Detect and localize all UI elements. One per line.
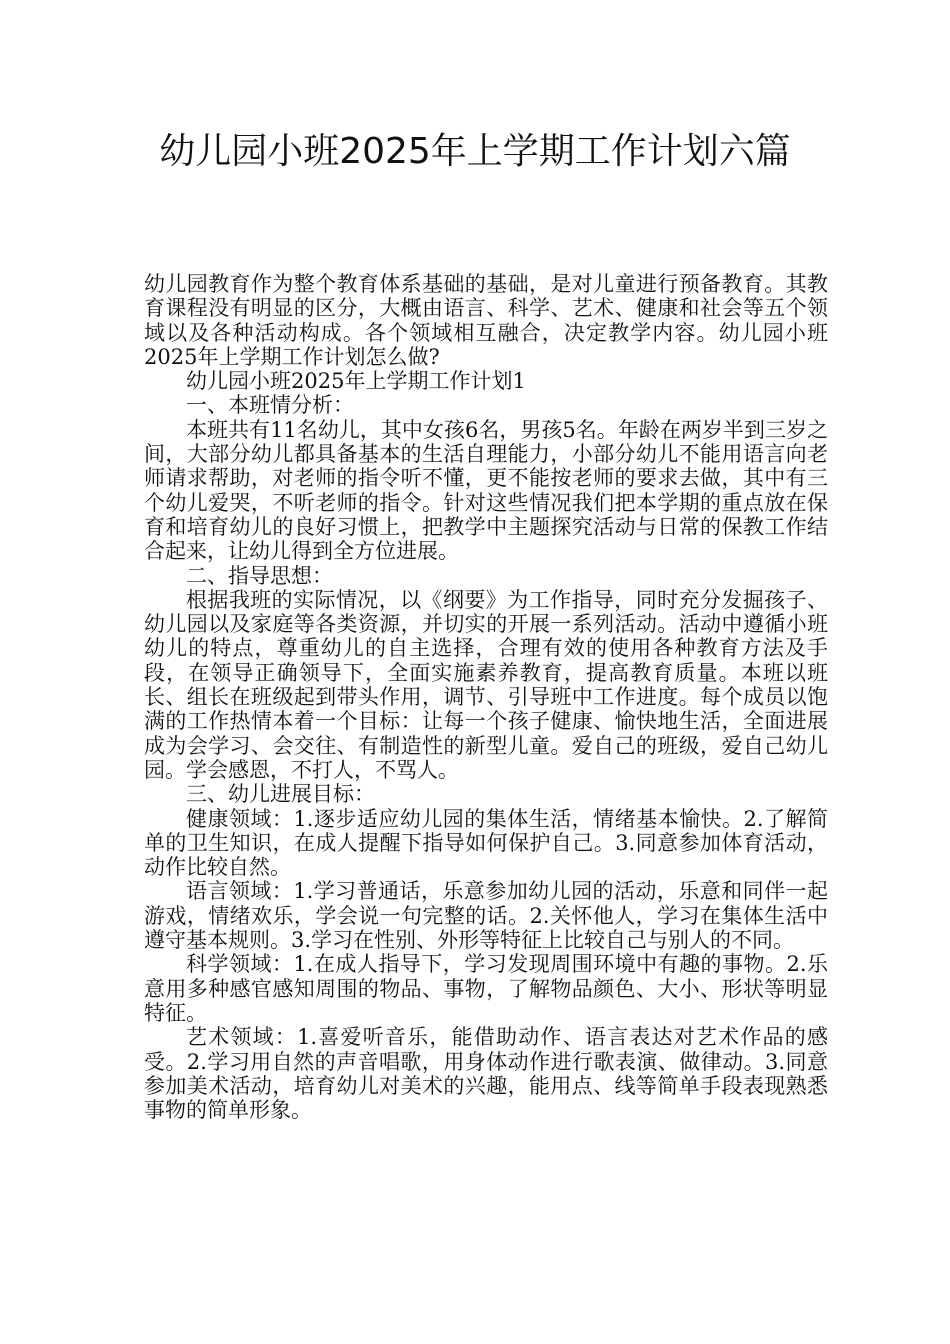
body-paragraph: 健康领域：1.逐步适应幼儿园的集体生活，情绪基本愉快。2.了解简单的卫生知识，在成人提醒下指导如何保护自己。3.同意参加体育活动，动作比较自然。 [144,806,828,880]
body-paragraph: 二、指导思想： [186,563,333,588]
body-paragraph: 根据我班的实际情况，以《纲要》为工作指导，同时充分发掘孩子、幼儿园以及家庭等各类资源，并切实的开展一系列活动。活动中遵循小班幼儿的特点，尊重幼儿的自主选择，合理有效的使用各种教育方法及手段，在领导正确领导下，全面实施素养教育，提高教育质量。本班以班长、组长在班级起到带头作用，调节、引导班中工作进度。每个成员以饱满的工作热情本着一个目标：让每一个孩子健康、愉快地生活，全面进展成为会学习、会交往、有制造性的新型儿童。爱自己的班级，爱自己幼儿园。学会感恩，不打人，不骂人。 [144,587,828,782]
body-paragraph: 科学领域：1.在成人指导下，学习发现周围环境中有趣的事物。2.乐意用多种感官感知周围的物品、事物，了解物品颜色、大小、形状等明显特征。 [144,952,828,1025]
body-paragraph: 本班共有11名幼儿，其中女孩6名，男孩5名。年龄在两岁半到三岁之间，大部分幼儿都具备基本的生活自理能力，小部分幼儿不能用语言向老师请求帮助，对老师的指令听不懂，更不能按老师的要求去做，其中有三个幼儿爱哭，不听老师的指令。针对这些情况我们把本学期的重点放在保育和培育幼儿的良好习惯上，把教学中主题探究活动与日常的保教工作结合起来，让幼儿得到全方位进展。 [144,417,828,564]
document-title: 幼儿园小班2025年上学期工作计划六篇 [159,131,791,172]
document-body [144,272,828,1122]
body-paragraph: 语言领域：1.学习普通话，乐意参加幼儿园的活动，乐意和同伴一起游戏，情绪欢乐，学会说一句完整的话。2.关怀他人，学习在集体生活中遵守基本规则。3.学习在性别、外形等特征上比较自己与别人的不同。 [144,879,828,953]
body-paragraph: 一、本班情分析： [186,393,354,418]
body-paragraph: 艺术领域：1.喜爱听音乐，能借助动作、语言表达对艺术作品的感受。2.学习用自然的声音唱歌，用身体动作进行歌表演、做律动。3.同意参加美术活动，培育幼儿对美术的兴趣，能用点、线等简单手段表现熟悉事物的简单形象。 [144,1025,828,1123]
body-paragraph: 三、幼儿进展目标： [186,782,375,807]
body-paragraph: 幼儿园小班2025年上学期工作计划1 [186,369,526,394]
body-paragraph: 幼儿园教育作为整个教育体系基础的基础，是对儿童进行预备教育。其教育课程没有明显的区分，大概由语言、科学、艺术、健康和社会等五个领域以及各种活动构成。各个领域相互融合，决定教学内容。幼儿园小班2025年上学期工作计划怎么做? [144,272,828,369]
